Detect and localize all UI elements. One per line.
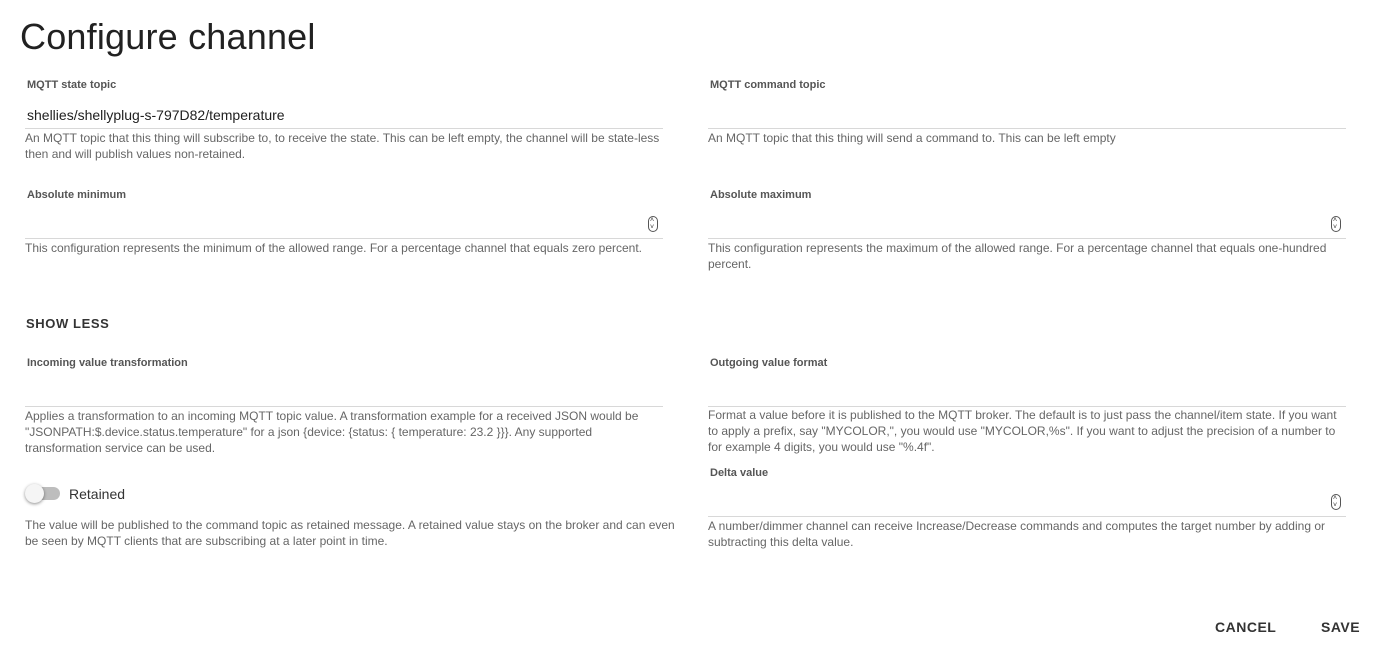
max-spinner[interactable] — [1331, 216, 1341, 232]
retained-label: Retained — [69, 486, 126, 502]
outgoing-format-input[interactable] — [708, 379, 1346, 407]
state-topic-label: MQTT state topic — [27, 79, 117, 91]
delta-input[interactable] — [708, 489, 1346, 517]
incoming-transform-input[interactable] — [25, 379, 663, 407]
max-input[interactable] — [708, 211, 1346, 239]
retained-toggle[interactable] — [25, 484, 44, 503]
spin-up-icon[interactable]: ˄ — [650, 217, 655, 224]
delta-help: A number/dimmer channel can receive Increase/Decrease commands and computes the target number by adding or subtracting this delta value. — [708, 519, 1325, 549]
outgoing-format-help: Format a value before it is published to the MQTT broker. The default is to just pass the channel/item state. If you want to apply a prefix, say "MYCOLOR,", you would use "MYCOLOR,%s". If you want to adjust the precision of a number to for example 4 digits, you would use "%.4f". — [708, 408, 1337, 454]
max-help: This configuration represents the maximum of the allowed range. For a percentage channel that equals one-hundred percent. — [708, 241, 1327, 271]
spin-down-icon[interactable]: ˅ — [1333, 224, 1338, 231]
max-label: Absolute maximum — [710, 189, 812, 201]
spin-up-icon[interactable]: ˄ — [1333, 217, 1338, 224]
min-help: This configuration represents the minimum of the allowed range. For a percentage channel that equals zero percent. — [25, 241, 643, 255]
state-topic-input[interactable] — [25, 101, 663, 129]
min-label: Absolute minimum — [27, 189, 127, 201]
dialog-title: Configure channel — [20, 16, 316, 57]
retained-help: The value will be published to the command topic as retained message. A retained value stays on the broker and can even be seen by MQTT clients that are subscribing at a later point in time. — [25, 518, 675, 548]
spin-up-icon[interactable]: ˄ — [1333, 495, 1338, 502]
incoming-transform-label: Incoming value transformation — [27, 357, 188, 369]
delta-spinner[interactable] — [1331, 494, 1341, 510]
outgoing-format-label: Outgoing value format — [710, 357, 828, 369]
min-input[interactable] — [25, 211, 663, 239]
command-topic-input[interactable] — [708, 101, 1346, 129]
incoming-transform-help: Applies a transformation to an incoming MQTT topic value. A transformation example for a received JSON would be "JSONPATH:$.device.status.temperature" for a json {device: {status: { temperature: 23.2 }}}. Any supported transformation service can be used. — [25, 409, 639, 455]
save-button[interactable]: SAVE — [1321, 619, 1361, 635]
command-topic-help: An MQTT topic that this thing will send a command to. This can be left empty — [708, 131, 1116, 145]
cancel-button[interactable]: CANCEL — [1215, 619, 1277, 635]
min-spinner[interactable] — [648, 216, 658, 232]
delta-label: Delta value — [710, 467, 769, 479]
spin-down-icon[interactable]: ˅ — [650, 224, 655, 231]
command-topic-label: MQTT command topic — [710, 79, 826, 91]
show-less-button[interactable]: SHOW LESS — [26, 316, 110, 331]
spin-down-icon[interactable]: ˅ — [1333, 502, 1338, 509]
state-topic-help: An MQTT topic that this thing will subscribe to, to receive the state. This can be left empty, the channel will be state-less then and will publish values non-retained. — [25, 131, 660, 161]
